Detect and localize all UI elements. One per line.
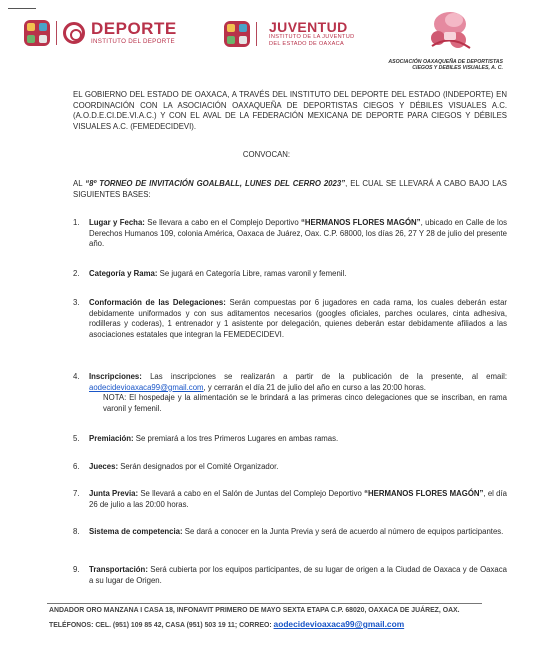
juventud-subtitle-1: INSTITUTO DE LA JUVENTUD: [269, 34, 355, 40]
footer-contact: TELÉFONOS: CEL. (951) 109 85 42, CASA (951) 503 19 11; CORREO: aodecidevioaxaca99@gmail.com: [49, 619, 405, 629]
deporte-subtitle: INSTITUTO DEL DEPORTE: [91, 38, 175, 46]
email-link[interactable]: aodecidevioaxaca99@gmail.com: [89, 382, 204, 392]
association-name-line-2: CIEGOS Y DEBILES VISUALES, A. C.: [412, 65, 503, 71]
deporte-title: DEPORTE: [91, 19, 177, 39]
oaxaca-emblem-icon: [224, 21, 250, 47]
intro-paragraph: EL GOBIERNO DEL ESTADO DE OAXACA, A TRAVÉS DEL INSTITUTO DEL DEPORTE DEL ESTADO (INDEPORTE) EN COORDINACIÓN CON LA ASOCIACIÓN OAXAQUEÑA DE DEPORTISTAS CIEGOS Y DÉBILES VISUALES A.C. (A.O.D.E.CI.DE.VI.A.C.) Y CON EL AVAL DE LA FEDERACIÓN MEXICANA DE DEPORTE PARA CIEGOS Y DÉBILES VISUALES A.C. (FEMEDECIDEVI).: [73, 90, 507, 132]
oaxaca-emblem-icon: [24, 20, 50, 46]
deporte-logo: [24, 20, 177, 46]
corner-mark: [8, 8, 36, 9]
juventud-subtitle-2: DEL ESTADO DE OAXACA: [269, 40, 345, 47]
tournament-title: “8º TORNEO DE INVITACIÓN GOALBALL, LUNES DEL CERRO 2023”: [85, 179, 346, 188]
tournament-paragraph: AL “8º TORNEO DE INVITACIÓN GOALBALL, LUNES DEL CERRO 2023”, EL CUAL SE LLEVARÁ A CABO BAJO LAS SIGUIENTES BASES:: [73, 179, 508, 199]
association-name-line-1: ASOCIACIÓN OAXAQUEÑA DE DEPORTISTAS: [388, 59, 503, 65]
footer-address: ANDADOR ORO MANZANA I CASA 18, INFONAVIT PRIMERO DE MAYO SEXTA ETAPA C.P. 68020, OAXACA DE JUÁREZ, OAX.: [49, 607, 460, 614]
convocan-heading: CONVOCAN:: [242, 150, 291, 159]
association-emblem-icon: [418, 8, 482, 54]
document-page: DEPORTE INSTITUTO DEL DEPORTE JUVENTUD INSTITUTO DE LA JUVENTUD DEL ESTADO DE OAXACA ASOCIACIÓN OAXAQUEÑA DE DEPORTISTAS CIEGOS Y DEBILES VISUALES, A. C. EL GOBIERNO DEL ESTADO DE OAXACA, A TRAVÉS DEL INSTITUTO DEL DEPORTE DEL ESTADO (INDEPORTE) EN COORDINACIÓN CON LA ASOCIACIÓN OAXAQUEÑA DE DEPORTISTAS CIEGOS Y DÉBILES VISUALES A.C. (A.O.D.E.CI.DE.VI.A.C.) Y CON EL AVAL DE LA FEDERACIÓN MEXICANA DE DEPORTE PARA CIEGOS Y DÉBILES VISUALES A.C. (FEMEDECIDEVI). CONVOCAN: AL “8º TORNEO DE INVITACIÓN GOALBALL, LUNES DEL CERRO 2023”, EL CUAL SE LLEVARÁ A CABO BAJO LAS SIGUIENTES BASES: 1. Lugar y Fecha: Se llevara a cabo en el Complejo Deportivo “HERMANOS FLORES MAGÓN”, ubicado en Calle de los Derechos Humanos 109, colonia América, Oaxaca de Juárez, Oax. C.P. 68000, los días 26, 27 Y 28 de julio del presente año. 2. Categoría y Rama: Se jugará en Categoría Libre, ramas varonil y femenil. 3. Conformación de las Delegaciones: Serán compuestas por 6 jugadores en cada rama, los cuales deberán estar debidamente uniformados y con sus aditamentos necesarios (googles oficiales, parches oculares, cinta adhesiva, rodilleras y coderas), 1 entrenador y 1 asistente por delegación, quienes deberán estar debidamente afiliados a las asociaciones estatales que integran la FEMEDECIDEVI. 4. Inscripciones: Las inscripciones se realizarán a partir de la publicación de la presente, al email: aodecidevioaxaca99@gmail.com, y cerrarán el día 21 de julio del año en curso a las 20:00 horas. NOTA: El hospedaje y la alimentación se le brindará a las primeras cinco delegaciones que se inscriban, en rama varonil y femenil. 5. Premiación: Se premiará a los tres Primeros Lugares en ambas ramas. 6. Jueces: Serán designados por el Comité Organizador. 7. Junta Previa: Se llevará a cabo en el Salón de Juntas del Complejo Deportivo “HERMANOS FLORES MAGÓN”, el día 26 de julio a las 20:00 horas. 8. Sistema de competencia: Se dará a conocer en la Junta Previa y será de acuerdo al número de equipos participantes. 9. Transportación: Será cubierta por los equipos participantes, de su lugar de origen a la Ciudad de Oaxaca y de Oaxaca a su lugar de Origen. ANDADOR ORO MANZANA I CASA 18, INFONAVIT PRIMERO DE MAYO SEXTA ETAPA C.P. 68020, OAXACA DE JUÁREZ, OAX. TELÉFONOS: CEL. (951) 109 85 42, CASA (951) 503 19 11; CORREO: aodecidevioaxaca99@gmail.com: [0, 0, 533, 651]
deporte-swirl-icon: [63, 22, 85, 44]
note-text: NOTA: El hospedaje y la alimentación se le brindará a las primeras cinco delegaciones que se inscriban, en rama varonil y femenil.: [103, 393, 507, 414]
footer-email-link[interactable]: aodecidevioaxaca99@gmail.com: [273, 619, 405, 629]
footer-divider: [47, 603, 482, 604]
association-logo: [368, 8, 503, 71]
juventud-logo: [224, 20, 354, 47]
juventud-title: JUVENTUD: [269, 19, 348, 35]
